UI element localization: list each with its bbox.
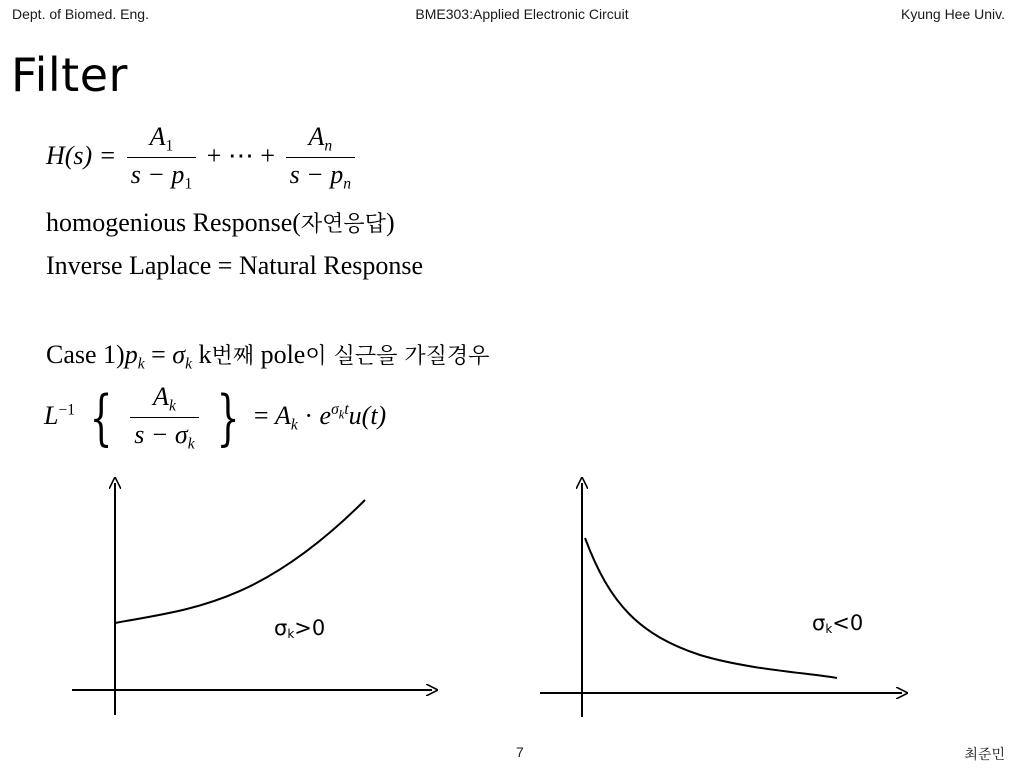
inverse-laplace-equation: $L^{-1}$ { $\frac{A_k}{s - \sigma_k}$ } = $A_k \cdot e^{\sigma_kt}u(t)$ — [44, 382, 387, 453]
inverse-laplace-line: Inverse Laplace = Natural Response — [46, 251, 424, 280]
page-number: 7 — [516, 744, 524, 760]
author-name: 최준민 — [964, 747, 1005, 763]
eq2-fraction: $\frac{A_k}{s - \sigma_k}$ — [130, 382, 198, 454]
growing-exponential-graph — [60, 475, 450, 725]
left-brace: { — [89, 382, 113, 453]
left-graph-curve — [115, 500, 365, 623]
decaying-exponential-graph — [530, 475, 920, 725]
slide-title: Filter — [11, 48, 128, 102]
case1-line: Case $1)p_k = \sigma_k$ k번째 pole이 실근을 가질경우 — [46, 340, 490, 373]
eq1-lhs: H(s) = — [46, 140, 117, 170]
header-department: Dept. of Biomed. Eng. — [12, 6, 149, 22]
header-university: Kyung Hee Univ. — [900, 6, 1005, 22]
right-graph-label: σk<0 — [812, 611, 864, 636]
header-course: BME303:Applied Electronic Circuit — [415, 6, 629, 22]
eq1-fraction-1: $\frac{A_1}{s - p_1}$ — [127, 122, 196, 194]
right-graph-curve — [585, 538, 837, 678]
left-graph-label: σk>0 — [274, 616, 326, 641]
right-brace: } — [216, 382, 240, 453]
transfer-function-equation — [46, 122, 359, 194]
homogeneous-response-line: homogenious Response(자연응답) — [46, 208, 395, 237]
eq1-middle: + ⋯ + — [206, 140, 276, 170]
eq1-fraction-n: $\frac{A_n}{s - p_n}$ — [286, 122, 355, 194]
